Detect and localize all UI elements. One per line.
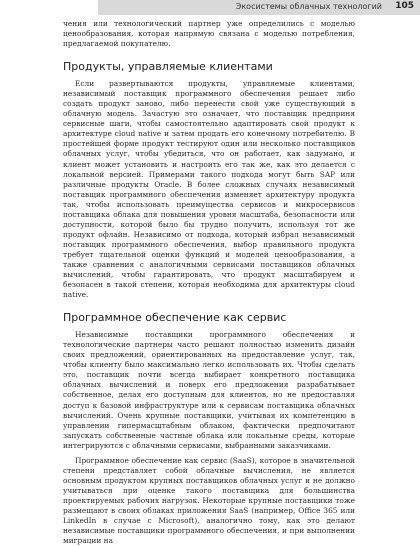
intro-paragraph: чения или технологический партнер уже определились с моделью ценообразования, которая напрямую связана с моделью потребления, предлагаемой покупателю. [63, 19, 355, 49]
chapter-title: Экосистемы облачных технологий [235, 2, 382, 11]
running-header [98, 0, 420, 15]
section2-paragraph-1: Независимые поставщики программного обеспечения и технологические партнеры часто решают полностью изменить дизайн своих предложений, ориентированных на предоставление услуг, так, чтобы клиенту было максимально легко использовать их. Чтобы сделать это, поставщик почти всегда выбирает конкретного поставщика облачных вычислений и поверх его предложения разрабатывает собственное, делая его доступным для клиентов, но не предоставляя доступ к базовой инфраструктуре или к сервисам поставщика облачных вычислений. Очень крупные поставщики, учитывая их компетенцию в управлении гипермасштабным облаком, фактически предпочитают запускать собственные частные облака или локальные среды, которые интегрируются с облачными сервисами, выбранными заказчиками. [63, 330, 355, 450]
page-number: 105 [395, 1, 414, 11]
section-heading-customer-managed: Продукты, управляемые клиентами [63, 60, 273, 74]
section1-paragraph: Если развертываются продукты, управляемые клиентами, независимый поставщик программного обеспечения решает либо создать продукт заново, либо перенести свой уже существующий в облачную модель. Зачастую это означает, что поставщик предприня сервисные шаги, чтобы самостоятельно адаптировать свой продукт к архитектуре cloud native и затем продать его конечному потребителю. В простейшей форме продукт тестируют один или несколько поставщиков облачных услуг, чтобы убедиться, что он работает, как задумано, и клиент может установить и настроить его так же, как это делается с локальной версией. Примерами такого подхода могут быть SAP или различные продукты Oracle. В более сложных случаях независимый поставщик программного обеспечения изменяет архитектуру продукта так, чтобы использовать преимущества сервисов и микросервисов поставщика облака для повышения уровня масштаба, безопасности или доступности, которой было бы трудно получить, используя тот же продукт офлайн. Независимо от подхода, который избрал независимый поставщик программного обеспечения, выбор правильного продукта требует тщательной оценки функций и моделей ценообразования, а также сравнения с аналогичными сервисами поставщиков облачных вычислений, чтобы гарантировать, что продукт масштабируем и безопасен в такой степени, которая необходима для архитектуры cloud native. [63, 79, 355, 300]
page-body [63, 19, 355, 546]
section-heading-saas: Программное обеспечение как сервис [63, 311, 287, 325]
section2-paragraph-2: Программное обеспечение как сервис (SaaS), которое в значительной степени представляет собой облачные вычисления, не является основным продуктом крупных поставщиков облачных услуг и не должно учитываться при оценке такого поставщика для большинства проектируемых рабочих нагрузок. Некоторые крупные поставщики тоже размещают в своих облаках приложения SaaS (например, Office 365 или LinkedIn в случае с Microsoft), аналогично тому, как это делают независимые поставщики программного обеспечения, и при выполнении миграции на [63, 455, 355, 546]
